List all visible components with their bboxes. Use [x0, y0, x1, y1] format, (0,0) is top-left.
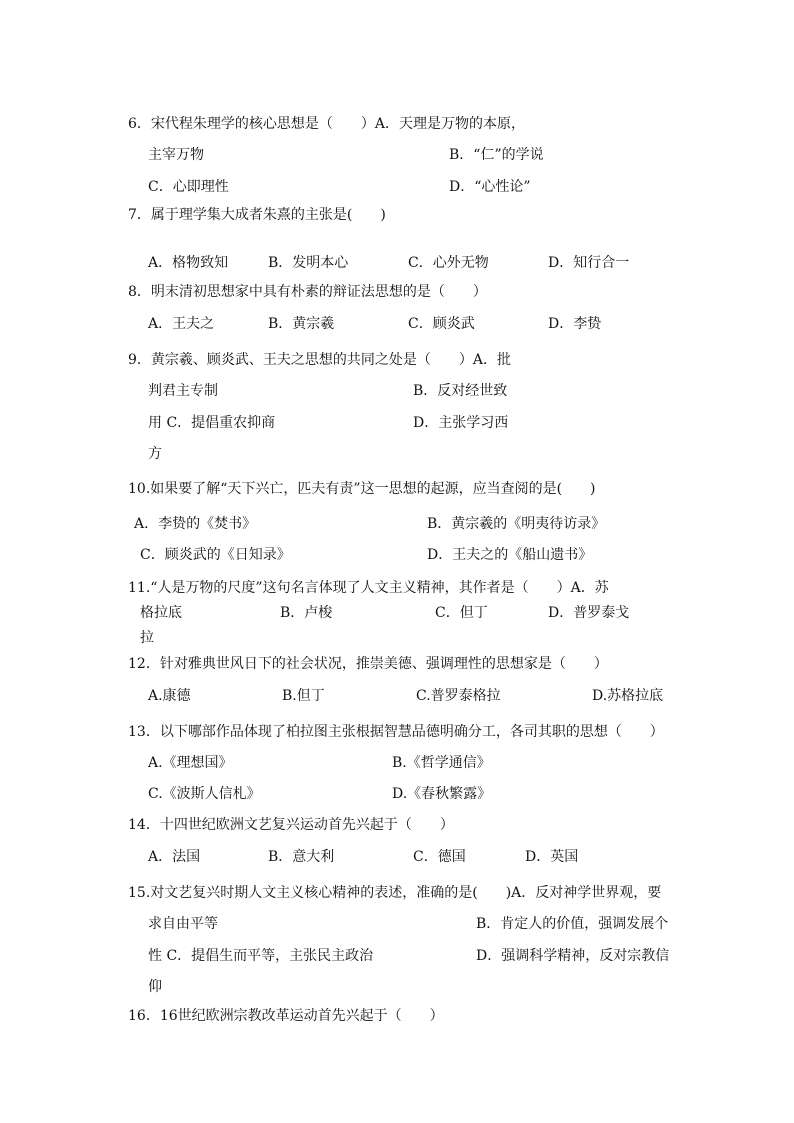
- question-11-option-d-cont: 拉: [140, 630, 154, 646]
- question-13-option-b: B.《哲学通信》: [392, 755, 491, 771]
- question-9-option-b: B．反对经世致: [413, 383, 508, 399]
- question-6-stem: 6．宋代程朱理学的核心思想是（ ）A．天理是万物的本原，: [128, 116, 526, 132]
- question-14-option-c: C．德国: [413, 849, 466, 865]
- question-9-stem: 9．黄宗羲、顾炎武、王夫之思想的共同之处是（ ）A．批: [128, 352, 512, 368]
- question-14-stem: 14．十四世纪欧洲文艺复兴运动首先兴起于（ ）: [128, 817, 454, 833]
- question-13-option-d: D.《春秋繁露》: [392, 786, 492, 802]
- question-12-option-a: A.康德: [148, 688, 191, 704]
- question-7-option-c: C．心外无物: [408, 255, 489, 271]
- question-11-stem: 11.“人是万物的尺度”这句名言体现了人文主义精神，其作者是（ ）A．苏: [128, 580, 609, 596]
- question-7-option-a: A．格物致知: [148, 255, 229, 271]
- question-11-option-c: C．但丁: [435, 605, 488, 621]
- question-15-stem: 15.对文艺复兴时期人文主义核心精神的表述，准确的是( )A．反对神学世界观，要: [128, 885, 662, 901]
- question-8-option-b: B．黄宗羲: [268, 316, 335, 332]
- question-6-option-c: C．心即理性: [148, 179, 229, 195]
- question-15-option-a-cont: 求自由平等: [148, 916, 218, 932]
- question-15-option-c: 性 C．提倡生而平等，主张民主政治: [148, 948, 374, 964]
- question-14-option-a: A．法国: [148, 849, 201, 865]
- question-13-stem: 13．以下哪部作品体现了柏拉图主张根据智慧品德明确分工，各司其职的思想（ ）: [128, 724, 664, 740]
- question-11-option-a-cont: 格拉底: [140, 605, 182, 621]
- question-15-option-b: B．肯定人的价值，强调发展个: [476, 916, 669, 932]
- question-10-option-c: C．顾炎武的《日知录》: [140, 547, 291, 563]
- question-6-option-b: B．“仁”的学说: [449, 147, 544, 163]
- question-10-option-b: B．黄宗羲的《明夷待访录》: [427, 516, 606, 532]
- question-12-option-b: B.但丁: [282, 688, 325, 704]
- question-10-option-d: D．王夫之的《船山遗书》: [427, 547, 593, 563]
- question-11-option-d: D．普罗泰戈: [548, 605, 630, 621]
- question-8-stem: 8．明末清初思想家中具有朴素的辩证法思想的是（ ）: [128, 284, 487, 300]
- question-13-option-a: A.《理想国》: [148, 755, 233, 771]
- question-6-option-d: D．“心性论”: [449, 179, 531, 195]
- question-7-option-b: B．发明本心: [268, 255, 349, 271]
- question-13-option-c: C.《波斯人信札》: [148, 786, 261, 802]
- question-9-option-a-cont: 判君主专制: [148, 383, 218, 399]
- question-12-option-c: C.普罗泰格拉: [416, 688, 501, 704]
- question-9-option-c: 用 C．提倡重农抑商: [148, 415, 276, 431]
- question-15-option-d: D．强调科学精神，反对宗教信: [476, 948, 670, 964]
- question-15-option-d-cont: 仰: [148, 979, 162, 995]
- question-14-option-d: D．英国: [525, 849, 579, 865]
- question-8-option-d: D．李贽: [548, 316, 602, 332]
- question-16-stem: 16．16世纪欧洲宗教改革运动首先兴起于（ ）: [128, 1008, 444, 1024]
- question-12-option-d: D.苏格拉底: [592, 688, 664, 704]
- question-12-stem: 12．针对雅典世风日下的社会状况，推崇美德、强调理性的思想家是（ ）: [128, 656, 608, 672]
- question-14-option-b: B．意大利: [268, 849, 335, 865]
- question-9-option-d: D．主张学习西: [413, 415, 509, 431]
- question-8-option-a: A．王夫之: [148, 316, 215, 332]
- question-11-option-b: B．卢梭: [280, 605, 333, 621]
- question-9-option-d-cont: 方: [148, 446, 162, 462]
- question-7-option-d: D．知行合一: [548, 255, 630, 271]
- question-7-stem: 7．属于理学集大成者朱熹的主张是( ): [128, 207, 386, 223]
- question-6-option-a-cont: 主宰万物: [148, 147, 204, 163]
- question-10-stem: 10.如果要了解“天下兴亡，匹夫有责”这一思想的起源，应当查阅的是( ): [128, 481, 596, 497]
- question-10-option-a: A．李贽的《焚书》: [134, 516, 257, 532]
- question-8-option-c: C．顾炎武: [408, 316, 475, 332]
